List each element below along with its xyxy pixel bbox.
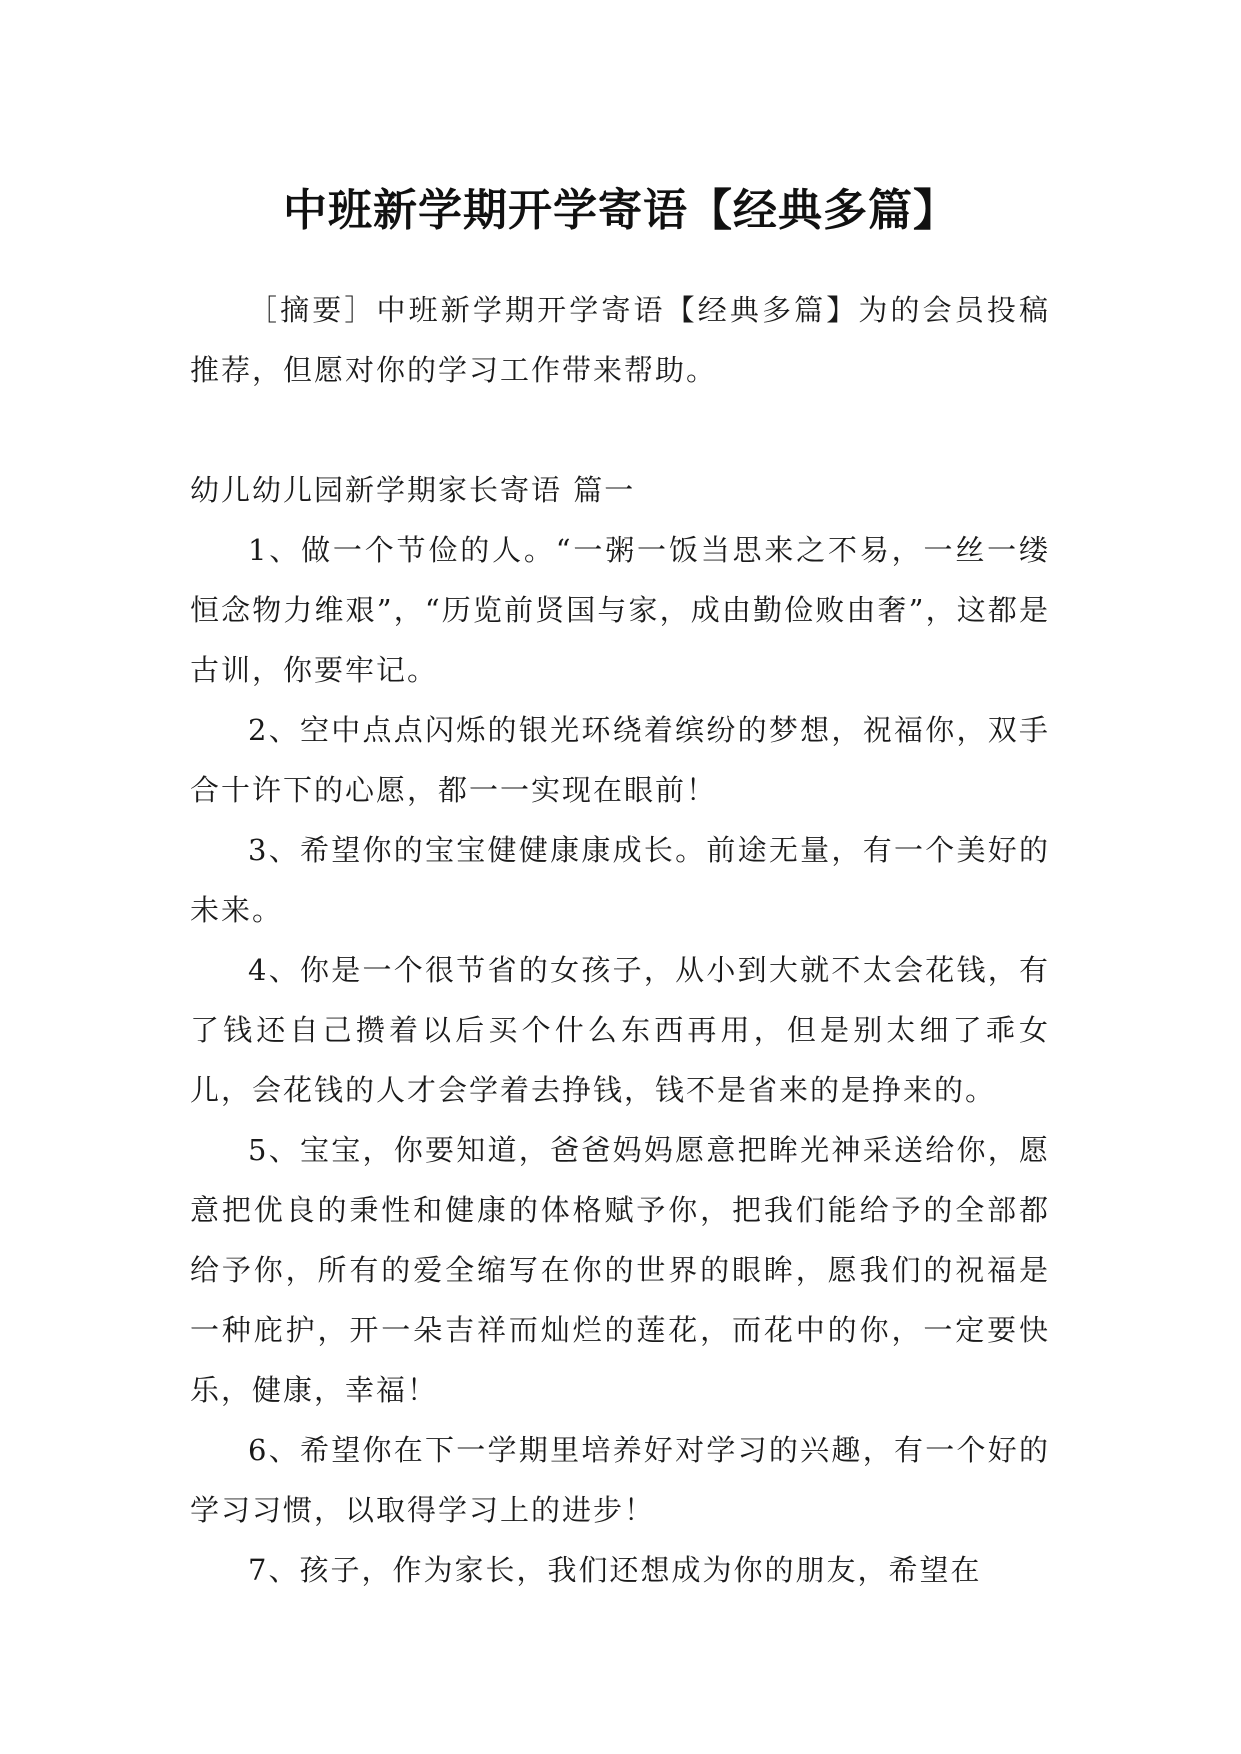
body-paragraph: 4、你是一个很节省的女孩子，从小到大就不太会花钱，有了钱还自己攒着以后买个什么东西再用，但是别太细了乖女儿，会花钱的人才会学着去挣钱，钱不是省来的是挣来的。 [190,953,1050,1107]
section-heading: 幼儿幼儿园新学期家长寄语 篇一 [190,473,636,507]
body-paragraph: 7、孩子，作为家长，我们还想成为你的朋友，希望在 [248,1553,982,1587]
abstract-paragraph: ［摘要］中班新学期开学寄语【经典多篇】为的会员投稿推荐，但愿对你的学习工作带来帮助。 [190,293,1050,387]
body-paragraph: 5、宝宝，你要知道，爸爸妈妈愿意把眸光神采送给你，愿意把优良的秉性和健康的体格赋予你，把我们能给予的全部都给予你，所有的爱全缩写在你的世界的眼眸，愿我们的祝福是一种庇护，开一朵吉祥而灿烂的莲花，而花中的你，一定要快乐，健康，幸福！ [190,1133,1050,1407]
body-paragraph: 1、做一个节俭的人。“一粥一饭当思来之不易，一丝一缕恒念物力维艰”，“历览前贤国与家，成由勤俭败由奢”，这都是古训，你要牢记。 [190,533,1050,687]
body-paragraph: 2、空中点点闪烁的银光环绕着缤纷的梦想，祝福你，双手合十许下的心愿，都一一实现在眼前！ [190,713,1050,807]
body-paragraph: 6、希望你在下一学期里培养好对学习的兴趣，有一个好的学习习惯，以取得学习上的进步！ [190,1433,1050,1527]
document-body [190,280,1050,1600]
body-paragraph: 3、希望你的宝宝健健康康成长。前途无量，有一个美好的未来。 [190,833,1050,927]
document-title: 中班新学期开学寄语【经典多篇】 [283,185,958,237]
